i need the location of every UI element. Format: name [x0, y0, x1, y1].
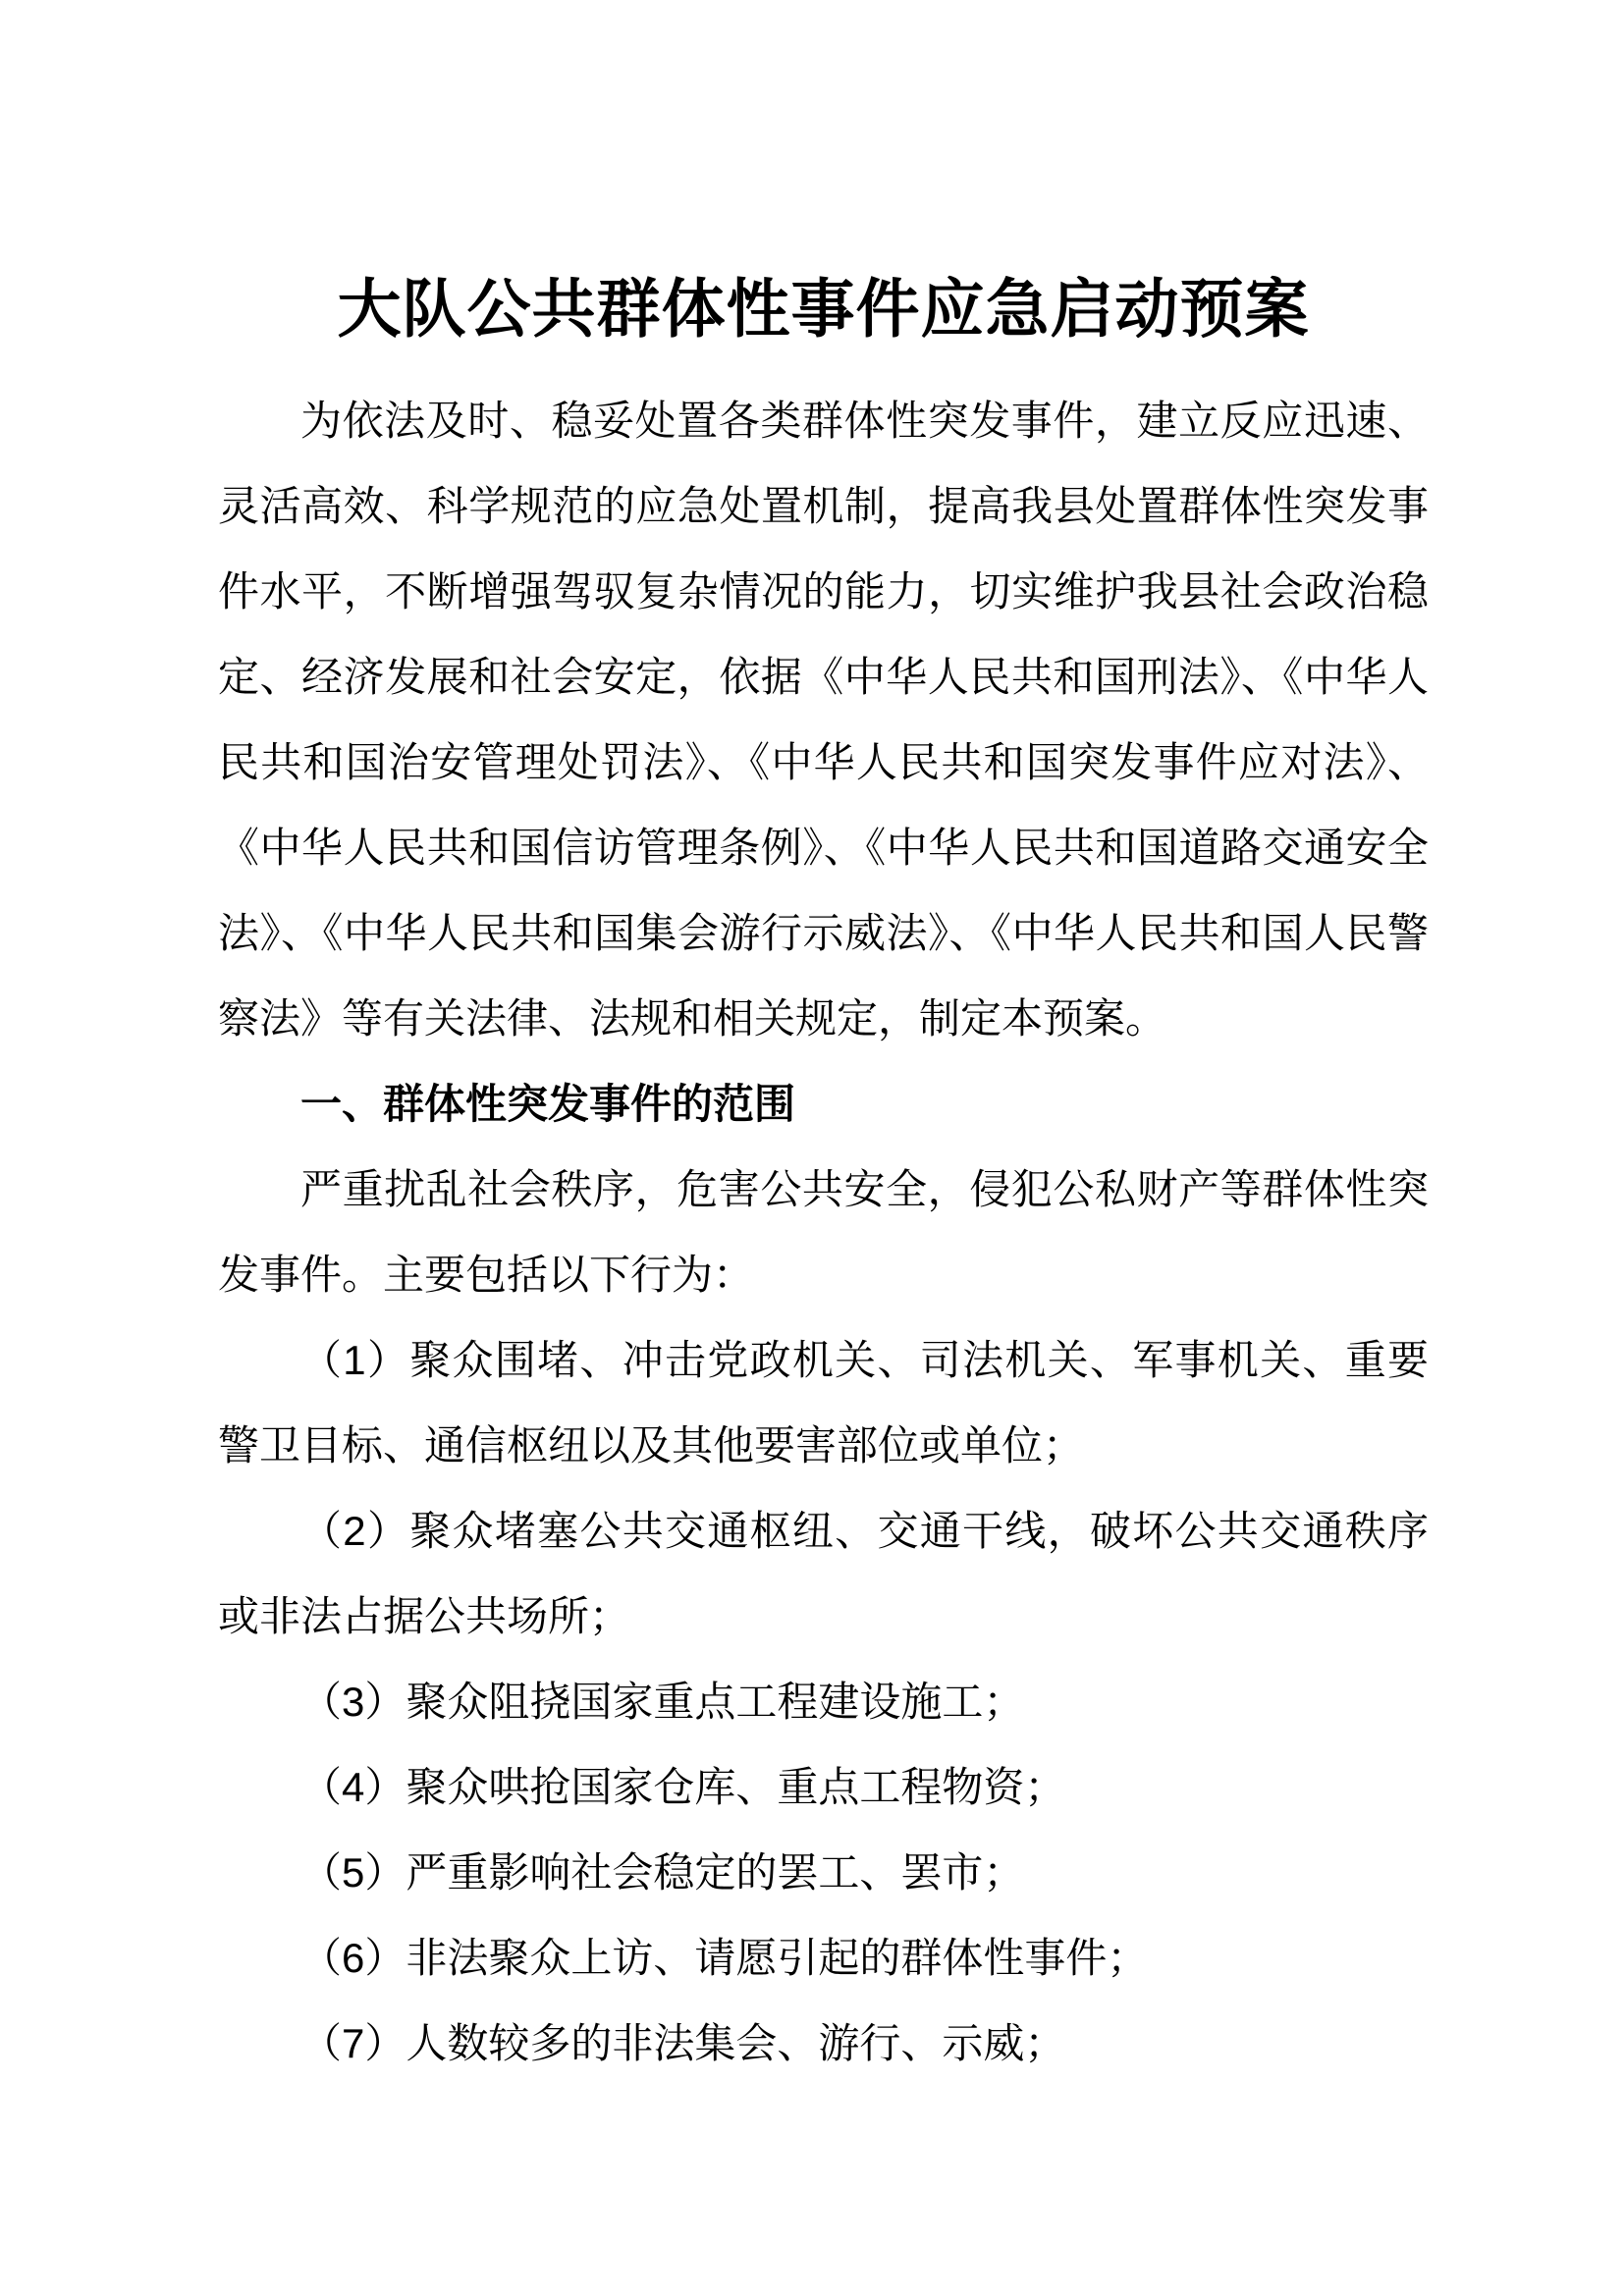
list-item-6: （6）非法聚众上访、请愿引起的群体性事件；	[300, 1935, 1149, 1981]
list-item-3: （3）聚众阻挠国家重点工程建设施工；	[300, 1679, 1025, 1725]
document-title: 大队公共群体性事件应急启动预案	[337, 275, 1310, 346]
list-item-1: （1）聚众围堵、冲击党政机关、司法机关、军事机关、重要警卫目标、通信枢纽以及其他要害部位或单位；	[218, 1337, 1429, 1468]
section-heading: 一、群体性突发事件的范围	[300, 1081, 796, 1127]
list-item-2: （2）聚众堵塞公共交通枢纽、交通干线，破坏公共交通秩序或非法占据公共场所；	[218, 1508, 1429, 1639]
list-item-5: （5）严重影响社会稳定的罢工、罢市；	[300, 1849, 1025, 1896]
paragraph-intro: 为依法及时、稳妥处置各类群体性突发事件，建立反应迅速、灵活高效、科学规范的应急处置机制，提高我县处置群体性突发事件水平，不断增强驾驭复杂情况的能力，切实维护我县社会政治稳定、经济发展和社会安定，依据《中华人民共和国刑法》、《中华人民共和国治安管理处罚法》、《中华人民共和国突发事件应对法》、《中华人民共和国信访管理条例》、《中华人民共和国道路交通安全法》、《中华人民共和国集会游行示威法》、《中华人民共和国人民警察法》等有关法律、法规和相关规定，制定本预案。	[218, 398, 1429, 1041]
list-item-7: （7）人数较多的非法集会、游行、示威；	[300, 2020, 1066, 2066]
list-item-4: （4）聚众哄抢国家仓库、重点工程物资；	[300, 1764, 1066, 1810]
paragraph-scope-intro: 严重扰乱社会秩序，危害公共安全，侵犯公私财产等群体性突发事件。主要包括以下行为：	[218, 1166, 1429, 1298]
